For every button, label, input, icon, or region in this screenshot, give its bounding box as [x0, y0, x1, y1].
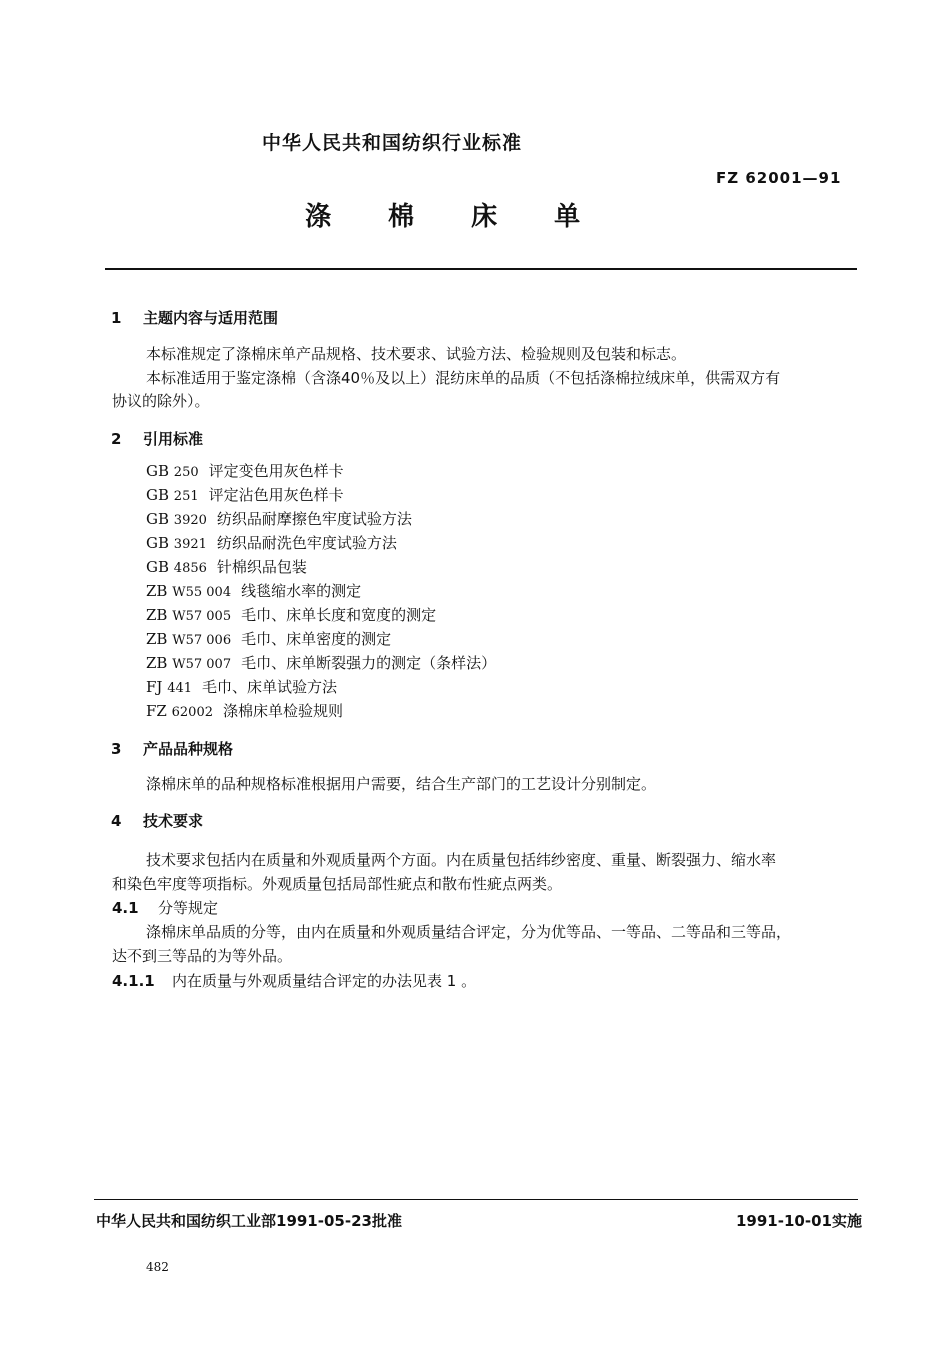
reference-item — [146, 652, 496, 673]
section-number: 3 — [111, 740, 122, 758]
approval-date: 中华人民共和国纺织工业部1991-05-23批准 — [96, 1212, 402, 1230]
subsection-4-1-1 — [112, 970, 476, 991]
section-2-heading — [111, 428, 203, 449]
ref-title: 针棉织品包装 — [216, 558, 307, 576]
header-rule — [105, 268, 857, 270]
reference-item — [146, 604, 436, 625]
document-title: 涤 棉 床 单 — [305, 202, 605, 232]
reference-item — [146, 628, 391, 649]
ref-number: 62002 — [171, 705, 213, 720]
reference-item — [146, 700, 343, 721]
ref-number: W57 005 — [172, 609, 232, 624]
ref-title: 评定变色用灰色样卡 — [208, 462, 344, 480]
paragraph: 技术要求包括内在质量和外观质量两个方面。内在质量包括纬纱密度、重量、断裂强力、缩水率 — [146, 851, 777, 869]
ref-number: W57 006 — [172, 633, 232, 648]
paragraph: 本标准适用于鉴定涤棉（含涤40％及以上）混纺床单的品质（不包括涤棉拉绒床单，供需双方有 — [146, 369, 781, 387]
ref-title: 毛巾、床单试验方法 — [202, 678, 338, 696]
subsection-number: 4.1 — [112, 899, 139, 917]
ref-number: 251 — [173, 489, 199, 504]
subsection-4-1-heading — [112, 897, 218, 918]
subsection-text: 内在质量与外观质量结合评定的办法见表 1 。 — [172, 972, 477, 990]
section-title: 引用标准 — [143, 430, 204, 448]
section-1-heading — [111, 307, 278, 328]
paragraph: 涤棉床单的品种规格标准根据用户需要，结合生产部门的工艺设计分别制定。 — [146, 775, 657, 793]
ref-code: FJ — [146, 678, 163, 696]
ref-code: ZB — [146, 606, 168, 624]
paragraph: 和染色牢度等项指标。外观质量包括局部性疵点和散布性疵点两类。 — [112, 875, 563, 893]
ref-title: 毛巾、床单密度的测定 — [241, 630, 392, 648]
ref-title: 毛巾、床单断裂强力的测定（条样法） — [241, 654, 497, 672]
section-title: 主题内容与适用范围 — [143, 309, 279, 327]
ref-code: FZ — [146, 702, 167, 720]
ref-number: W55 004 — [172, 585, 232, 600]
subsection-title: 分等规定 — [158, 899, 219, 917]
ref-number: 3920 — [173, 513, 207, 528]
paragraph: 本标准规定了涤棉床单产品规格、技术要求、试验方法、检验规则及包装和标志。 — [146, 345, 687, 363]
reference-item — [146, 460, 344, 481]
ref-code: ZB — [146, 630, 168, 648]
ref-code: GB — [146, 558, 170, 576]
ref-code: ZB — [146, 582, 168, 600]
ref-number: 441 — [167, 681, 193, 696]
standard-code: FZ 62001—91 — [716, 169, 842, 187]
ref-title: 涤棉床单检验规则 — [222, 702, 343, 720]
ref-code: GB — [146, 486, 170, 504]
ref-title: 纺织品耐洗色牢度试验方法 — [216, 534, 397, 552]
section-title: 技术要求 — [143, 812, 204, 830]
subsection-number: 4.1.1 — [112, 972, 155, 990]
ref-title: 毛巾、床单长度和宽度的测定 — [241, 606, 437, 624]
ref-title: 评定沾色用灰色样卡 — [208, 486, 344, 504]
ref-number: W57 007 — [172, 657, 232, 672]
reference-item — [146, 508, 412, 529]
ref-title: 线毯缩水率的测定 — [241, 582, 362, 600]
paragraph: 协议的除外）。 — [112, 392, 210, 410]
footer-rule — [94, 1199, 858, 1200]
ref-code: GB — [146, 534, 170, 552]
effective-date: 1991-10-01实施 — [736, 1212, 862, 1230]
section-4-heading — [111, 810, 203, 831]
ref-number: 250 — [173, 465, 199, 480]
reference-item — [146, 484, 344, 505]
ref-code: ZB — [146, 654, 168, 672]
ref-code: GB — [146, 510, 170, 528]
reference-item — [146, 556, 307, 577]
page-number: 482 — [146, 1260, 169, 1274]
section-title: 产品品种规格 — [143, 740, 234, 758]
ref-title: 纺织品耐摩擦色牢度试验方法 — [216, 510, 412, 528]
ref-code: GB — [146, 462, 170, 480]
paragraph: 涤棉床单品质的分等，由内在质量和外观质量结合评定，分为优等品、一等品、二等品和三等品， — [146, 923, 792, 941]
section-3-heading — [111, 738, 233, 759]
reference-item — [146, 676, 337, 697]
ref-number: 4856 — [173, 561, 207, 576]
org-title: 中华人民共和国纺织行业标准 — [262, 132, 523, 154]
ref-number: 3921 — [173, 537, 207, 552]
section-number: 4 — [111, 812, 122, 830]
reference-item — [146, 580, 361, 601]
section-number: 2 — [111, 430, 122, 448]
reference-item — [146, 532, 397, 553]
paragraph: 达不到三等品的为等外品。 — [112, 947, 293, 965]
section-number: 1 — [111, 309, 122, 327]
